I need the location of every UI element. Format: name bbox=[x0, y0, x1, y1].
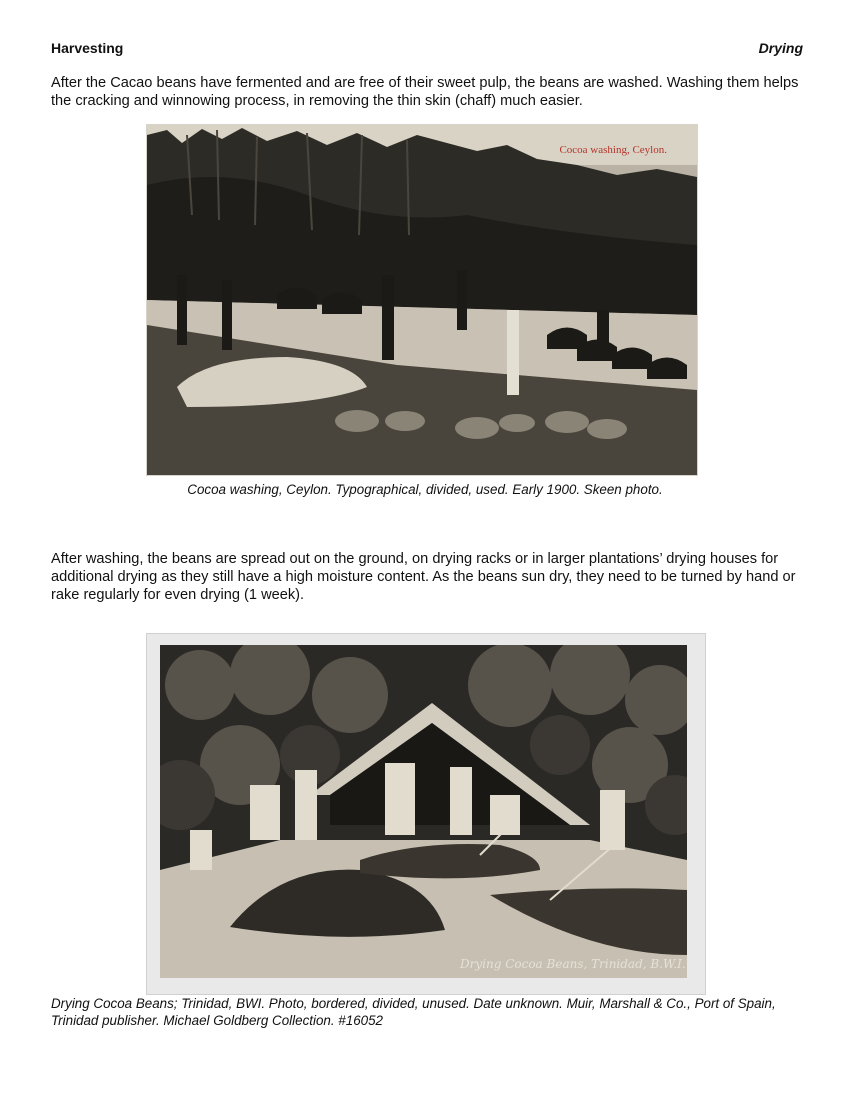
photo1-printed-title: Cocoa washing, Ceylon. bbox=[559, 144, 667, 156]
cocoa-washing-image bbox=[147, 125, 697, 475]
section-heading: Harvesting bbox=[51, 40, 124, 56]
drying-cocoa-postcard bbox=[160, 645, 687, 978]
cocoa-washing-postcard bbox=[147, 125, 697, 475]
photo2-printed-title: Drying Cocoa Beans, Trinidad, B.W.I. bbox=[460, 957, 686, 971]
photo2-caption: Drying Cocoa Beans; Trinidad, BWI. Photo, bordered, divided, unused. Date unknown. Muir, Marshall & Co., Port of Spain, Trinidad publisher. Michael Goldberg Collection. #16052 bbox=[51, 996, 776, 1028]
photo1-caption: Cocoa washing, Ceylon. Typographical, divided, used. Early 1900. Skeen photo. bbox=[187, 482, 663, 497]
drying-paragraph: After washing, the beans are spread out on the ground, on drying racks or in larger plantations’ drying houses for additional drying as they still have a high moisture content. As the beans sun dry, they need to be turned by hand or rake regularly for even drying (1 week). bbox=[51, 551, 796, 603]
intro-paragraph: After the Cacao beans have fermented and are free of their sweet pulp, the beans are washed. Washing them helps the cracking and winnowing process, in removing the thin skin (chaff) much easier. bbox=[51, 75, 799, 109]
topic-heading: Drying bbox=[758, 40, 803, 56]
drying-cocoa-image bbox=[160, 645, 687, 978]
